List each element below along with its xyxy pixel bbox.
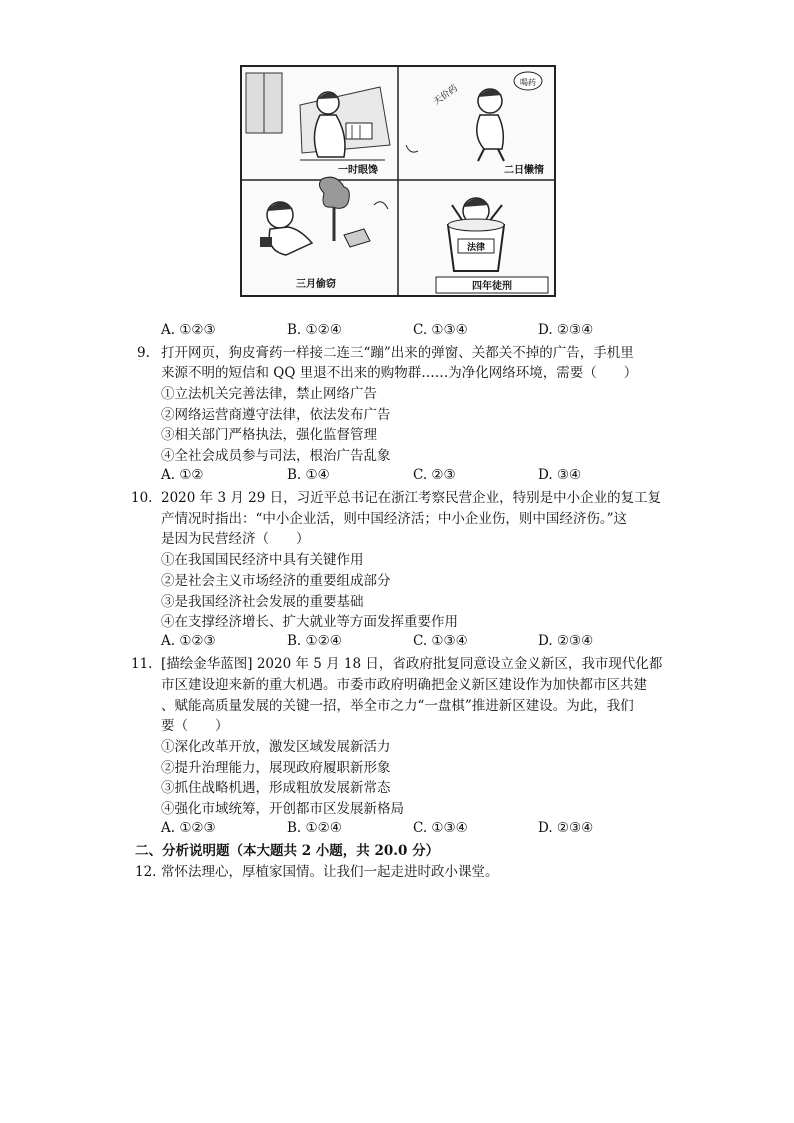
q8-option-c[interactable]: C. ①③④: [413, 322, 468, 338]
q11-stem-line-2: 市区建设迎来新的重大机遇。市委市政府明确把金义新区建设作为加快都市区共建: [161, 677, 647, 693]
q11-stem-line-4: 要（ ）: [161, 718, 229, 734]
q9-stem-line-1: 打开网页，狗皮膏药一样接二连三“蹦”出来的弹窗、关都关不掉的广告，手机里: [161, 345, 634, 361]
q9-number: 9.: [137, 345, 150, 361]
q11-item-2: ②提升治理能力，展现政府履职新形象: [161, 760, 391, 776]
q12-number: 12.: [135, 864, 157, 880]
q8-option-a[interactable]: A. ①②③: [161, 322, 216, 338]
q9-item-1: ①立法机关完善法律，禁止网络广告: [161, 386, 377, 402]
q12-text: 常怀法理心，厚植家国情。让我们一起走进时政小课堂。: [161, 864, 499, 880]
panel-4-tub-label: 法律: [466, 243, 486, 253]
q10-stem-line-2: 产情况时指出：“中小企业活，则中国经济活；中小企业伤，则中国经济伤。”这: [161, 511, 628, 527]
comic-illustration: [240, 65, 556, 297]
q9-item-3: ③相关部门严格执法，强化监督管理: [161, 427, 377, 443]
q11-number: 11.: [131, 656, 153, 672]
q10-item-4: ④在支撑经济增长、扩大就业等方面发挥重要作用: [161, 614, 458, 630]
q11-option-b[interactable]: B. ①②④: [287, 820, 342, 836]
panel-2-bubble: 喝药: [520, 78, 536, 87]
panel-3-caption: 三月偷窃: [296, 279, 336, 290]
q9-item-4: ④全社会成员参与司法，根治广告乱象: [161, 448, 391, 464]
q9-stem-line-2: 来源不明的短信和 QQ 里退不出来的购物群……为净化网络环境，需要（ ）: [161, 365, 638, 381]
section-2-title: 二、分析说明题（本大题共 2 小题，共 20.0 分）: [135, 843, 440, 859]
q10-option-b[interactable]: B. ①②④: [287, 633, 342, 649]
q10-item-2: ②是社会主义市场经济的重要组成部分: [161, 573, 391, 589]
q11-stem-line-1: [描绘金华蓝图] 2020 年 5 月 18 日，省政府批复同意设立金义新区，我市现代化都: [161, 656, 663, 672]
q10-options: [161, 633, 721, 653]
q11-item-3: ③抓住战略机遇，形成粗放发展新常态: [161, 780, 391, 796]
q9-option-d[interactable]: D. ③④: [538, 467, 582, 483]
q9-option-c[interactable]: C. ②③: [413, 467, 456, 483]
q10-option-d[interactable]: D. ②③④: [538, 633, 594, 649]
q9-option-a[interactable]: A. ①②: [161, 467, 204, 483]
panel-4-caption: 四年徒刑: [472, 281, 512, 292]
q9-options: [161, 467, 721, 487]
q10-item-3: ③是我国经济社会发展的重要基础: [161, 594, 364, 610]
q11-item-4: ④强化市域统筹，开创都市区发展新格局: [161, 801, 404, 817]
q10-stem-line-3: 是因为民营经济（ ）: [161, 531, 310, 547]
q11-option-a[interactable]: A. ①②③: [161, 820, 216, 836]
q10-option-a[interactable]: A. ①②③: [161, 633, 216, 649]
panel-2-exclaim: 天价药: [431, 83, 460, 108]
q8-option-d[interactable]: D. ②③④: [538, 322, 594, 338]
q9-item-2: ②网络运营商遵守法律，依法发布广告: [161, 407, 391, 423]
q11-options: [161, 820, 721, 840]
q11-option-d[interactable]: D. ②③④: [538, 820, 594, 836]
panel-1-caption: 一时眼馋: [338, 165, 378, 176]
q8-options: [161, 322, 721, 342]
q11-item-1: ①深化改革开放，激发区域发展新活力: [161, 739, 391, 755]
q11-stem-line-3: 、赋能高质量发展的关键一招，举全市之力“一盘棋”推进新区建设。为此，我们: [161, 698, 634, 714]
q10-stem-line-1: 2020 年 3 月 29 日，习近平总书记在浙江考察民营企业，特别是中小企业的复工复: [161, 490, 662, 506]
q11-option-c[interactable]: C. ①③④: [413, 820, 468, 836]
q10-option-c[interactable]: C. ①③④: [413, 633, 468, 649]
q10-number: 10.: [131, 490, 153, 506]
q10-item-1: ①在我国国民经济中具有关键作用: [161, 552, 364, 568]
q9-option-b[interactable]: B. ①④: [287, 467, 330, 483]
panel-2-caption: 二日懒惰: [504, 165, 544, 176]
q8-option-b[interactable]: B. ①②④: [287, 322, 342, 338]
